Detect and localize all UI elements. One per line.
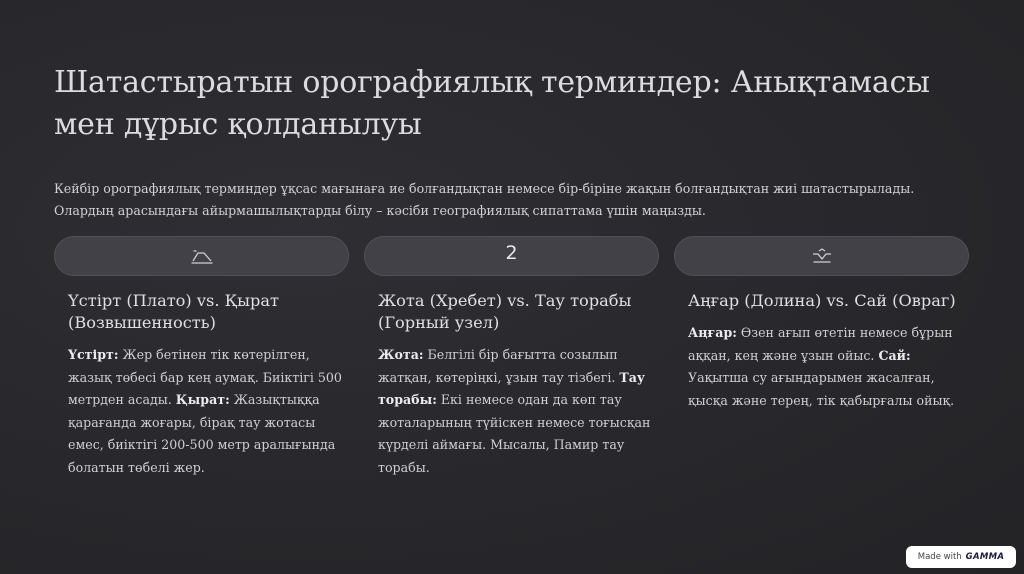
card-body bbox=[688, 322, 966, 412]
term-definition: Өзен ағып өтетін немесе бұрын аққан, кең және ұзын ойыс. bbox=[688, 325, 953, 363]
page-title: Шатастыратын орографиялық терминдер: Анықтамасы мен дұрыс қолданылуы bbox=[54, 65, 930, 142]
term-label: Жота: bbox=[378, 347, 424, 362]
card-2 bbox=[378, 290, 656, 479]
term-label: Аңғар: bbox=[688, 325, 737, 340]
term-definition: Белгілі бір бағытта созылып жатқан, көтеріңкі, ұзын тау тізбегі. bbox=[378, 347, 620, 385]
card-heading: Үстірт (Плато) vs. Қырат (Возвышенность) bbox=[68, 291, 279, 332]
card-heading: Аңғар (Долина) vs. Сай (Овраг) bbox=[688, 291, 956, 310]
card-3 bbox=[688, 290, 966, 412]
made-with-gamma-badge[interactable] bbox=[906, 546, 1016, 568]
valley-icon bbox=[811, 247, 833, 265]
term-label: Қырат: bbox=[175, 392, 230, 407]
term-label: Үстірт: bbox=[68, 347, 119, 362]
badge-prefix: Made with bbox=[917, 552, 962, 562]
term-definition: Жер бетінен тік көтерілген, жазық төбесі бар кең аумақ. Биіктігі 500 метрден асады. bbox=[68, 347, 342, 407]
card-header-3 bbox=[674, 236, 969, 276]
term-definition: Уақытша су ағындарымен жасалған, қысқа және терең, тік қабырғалы ойық. bbox=[688, 370, 955, 408]
term-definition: Екі немесе одан да көп тау жоталарының түйіскен немесе тоғысқан күрделі аймағы. Мысалы, Памир тау торабы. bbox=[378, 392, 651, 475]
intro-text: Кейбір орографиялық терминдер ұқсас мағынаға ие болғандықтан немесе бір-біріне жақын болғандықтан жиі шатастырылады. Олардың арасындағы айырмашылықтарды білу – кәсіби географиялық сипаттама үшін маңызды. bbox=[54, 181, 915, 218]
card-number: 2 bbox=[505, 242, 518, 264]
card-heading: Жота (Хребет) vs. Тау торабы (Горный узел) bbox=[378, 291, 632, 332]
term-label: Сай: bbox=[878, 347, 911, 363]
card-1 bbox=[68, 290, 346, 479]
gamma-logo: GAMMA bbox=[965, 552, 1005, 562]
card-body bbox=[68, 344, 346, 479]
plateau-icon bbox=[191, 247, 213, 265]
card-body bbox=[378, 344, 656, 479]
term-label: Тау торабы: bbox=[378, 369, 645, 407]
card-header-2 bbox=[364, 236, 659, 276]
card-header-1 bbox=[54, 236, 349, 276]
term-definition: Жазықтыққа қарағанда жоғары, бірақ тау жотасы емес, биіктігі 200-500 метр аралығында болатын төбелі жер. bbox=[68, 392, 336, 475]
